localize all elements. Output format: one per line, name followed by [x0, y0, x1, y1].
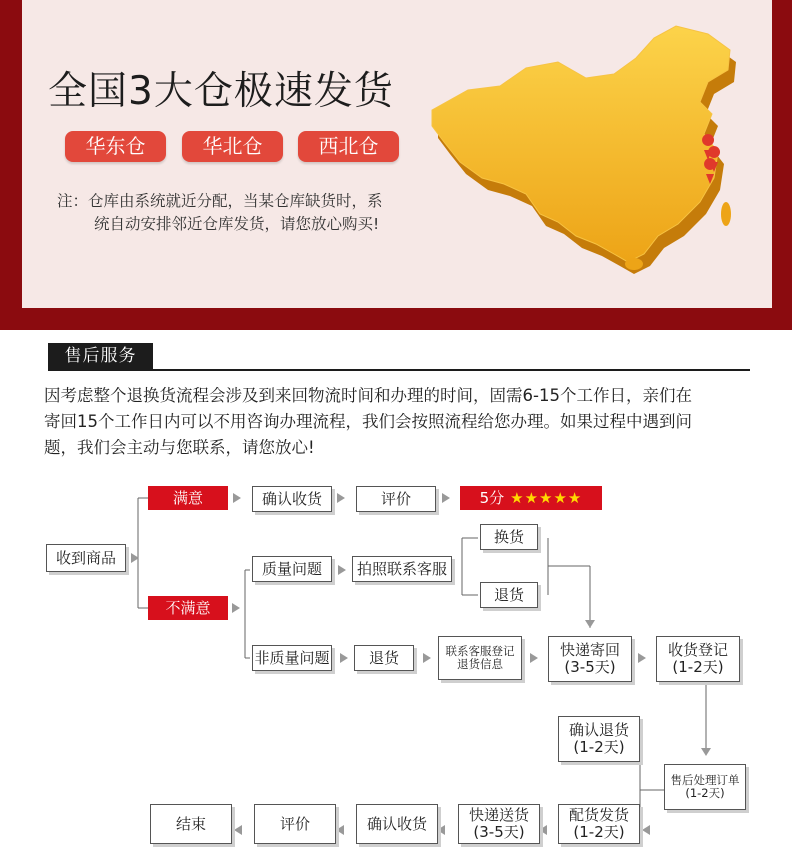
confirm-return-line-2: (1-2天): [573, 738, 625, 756]
quality-issue-box: 质量问题: [252, 556, 332, 582]
confirm-return-box: [558, 716, 640, 762]
china-map-image: [408, 18, 768, 280]
after-sales-order-box: [664, 764, 746, 810]
hainan-island: [625, 258, 643, 270]
after-sales-title: 售后服务: [48, 343, 153, 369]
return-mid-box: 退货: [354, 645, 414, 671]
ship-goods-line-1: 配货发货: [568, 806, 629, 824]
confirm-receipt-top-box: 确认收货: [252, 486, 332, 512]
ship-goods-line-2: (1-2天): [573, 823, 625, 841]
warehouse-east-button[interactable]: 华东仓: [65, 131, 166, 162]
contact-register-line-1: 联系客服登记: [445, 644, 515, 658]
score-badge: [460, 486, 602, 510]
review-bottom-box: 评价: [254, 804, 336, 844]
banner-note-line-1: 注：仓库由系统就近分配，当某仓库缺货时，系: [57, 192, 383, 210]
receipt-register-line-1: 收货登记: [667, 641, 728, 659]
five-stars-icon: ★★★★★: [510, 488, 583, 507]
unsatisfied-box: 不满意: [148, 596, 228, 620]
warehouse-north-button[interactable]: 华北仓: [182, 131, 283, 162]
express-delivery-box: [458, 804, 540, 844]
end-box: 结束: [150, 804, 232, 844]
confirm-receipt-bottom-box: 确认收货: [356, 804, 438, 844]
express-return-line-2: (3-5天): [564, 658, 616, 676]
banner-title: 全国3大仓极速发货: [48, 69, 394, 114]
ship-goods-box: [558, 804, 640, 844]
non-quality-issue-box: 非质量问题: [252, 645, 332, 671]
exchange-box: 换货: [480, 524, 538, 550]
satisfied-box: 满意: [148, 486, 228, 510]
return-top-box: 退货: [480, 582, 538, 608]
policy-text-line-1: 因考虑整个退换货流程会涉及到来回物流时间和办理的时间，固需6-15个工作日，亲们在: [44, 386, 692, 405]
review-top-box: 评价: [356, 486, 436, 512]
express-return-box: [548, 636, 632, 682]
express-delivery-line-1: 快递送货: [468, 806, 529, 824]
policy-text-line-2: 寄回15个工作日内可以不用咨询办理流程，我们会按照流程给您办理。如果过程中遇到问: [44, 412, 692, 431]
warehouse-northwest-button[interactable]: 西北仓: [298, 131, 399, 162]
score-text: 5分: [479, 488, 505, 507]
express-delivery-line-2: (3-5天): [473, 823, 525, 841]
receipt-register-line-2: (1-2天): [672, 658, 724, 676]
confirm-return-line-1: 确认退货: [568, 721, 629, 739]
receive-goods-box: 收到商品: [46, 544, 126, 572]
photo-contact-service-box: 拍照联系客服: [352, 556, 452, 582]
contact-register-line-2: 退货信息: [457, 657, 503, 671]
after-sales-order-line-2: (1-2天): [685, 786, 725, 800]
returns-flowchart: [0, 470, 792, 848]
contact-register-return-box: [438, 636, 522, 680]
policy-text-line-3: 题，我们会主动与您联系，请您放心!: [44, 438, 315, 457]
taiwan-island: [721, 202, 731, 226]
section-divider: [48, 369, 750, 371]
receipt-register-box: [656, 636, 740, 682]
express-return-line-1: 快递寄回: [559, 641, 620, 659]
banner-note-line-2: 统自动安排邻近仓库发货，请您放心购买!: [94, 215, 380, 233]
after-sales-order-line-1: 售后处理订单: [670, 773, 740, 787]
